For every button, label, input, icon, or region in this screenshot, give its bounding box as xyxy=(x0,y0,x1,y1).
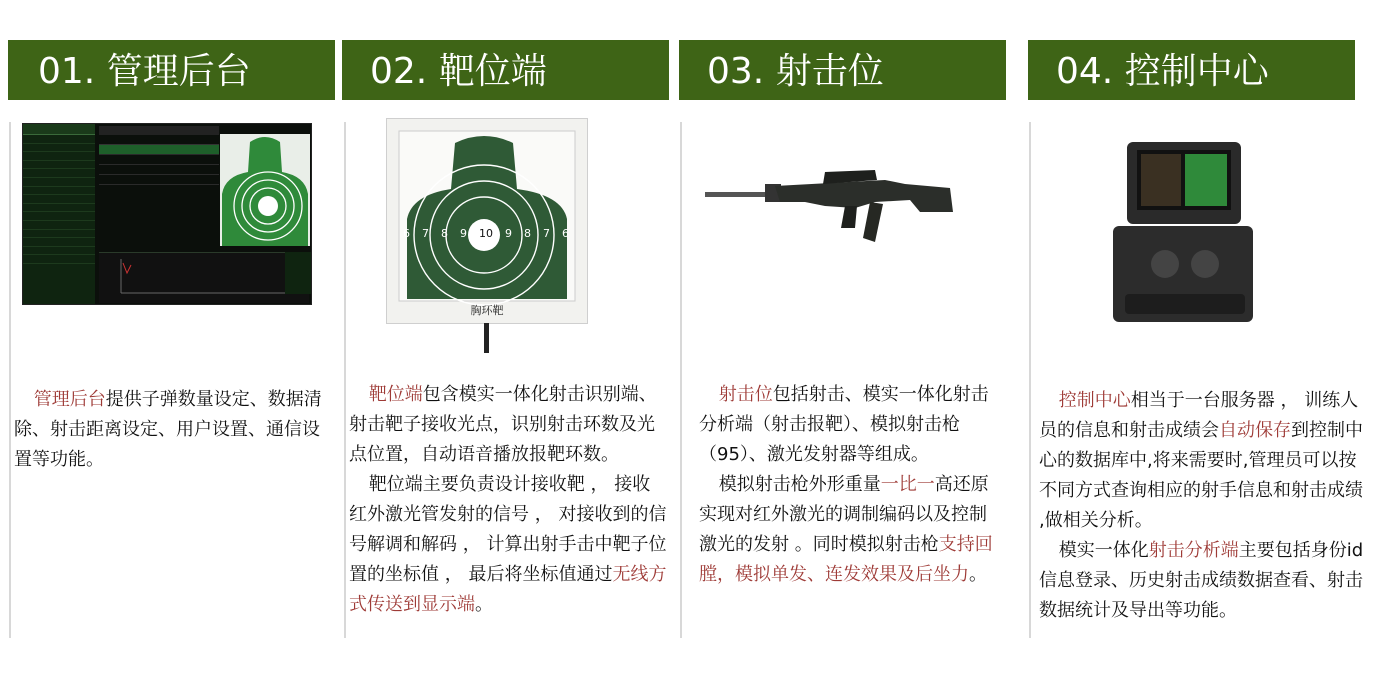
highlight-text: 控制中心 xyxy=(1058,390,1131,411)
list-item xyxy=(23,178,95,187)
highlight-text: 管理后台 xyxy=(33,389,106,410)
list-item xyxy=(23,247,95,256)
ring-number: 8 xyxy=(441,227,448,240)
list-item xyxy=(23,187,95,196)
body-text: 包含模实一体化射击识别端、射击靶子接收光点，识别射击环数及光点位置，自动语音播放报靶环数。 xyxy=(349,384,657,465)
paragraph xyxy=(699,470,999,590)
body-text: 相当于一台服务器 ， 训练人员的信息和射击成绩会 xyxy=(1039,390,1359,441)
chest-target-board xyxy=(387,119,587,323)
body-text: 提供子弹数量设定、数据清除、射击距离设定、用户设置、通信设置等功能。 xyxy=(14,389,322,470)
target-pole xyxy=(484,323,489,353)
list-item xyxy=(23,195,95,204)
list-item xyxy=(23,238,95,247)
board-label: 胸环靶 xyxy=(470,304,504,317)
simulated-rifle-image xyxy=(705,162,955,252)
highlight-text: 射击位 xyxy=(718,384,773,405)
list-item xyxy=(23,204,95,213)
shooter-list xyxy=(23,124,95,304)
section-header-admin: 01. 管理后台 xyxy=(8,40,335,100)
body-text: 高还原实现对红外激光的调制编码以及控制激光的发射 。同时模拟射击枪 xyxy=(699,474,989,555)
highlight-text: 支持回膛，模拟单发、连发效果及后坐力 xyxy=(699,534,993,585)
list-item xyxy=(23,161,95,170)
section-text-control xyxy=(1039,386,1369,626)
list-item xyxy=(23,135,95,144)
column-divider xyxy=(344,122,346,638)
target-preview xyxy=(220,134,310,246)
section-text-admin xyxy=(14,385,326,475)
highlight-text: 靶位端 xyxy=(368,384,423,405)
column-divider xyxy=(1029,122,1031,638)
ring-number: 9 xyxy=(460,227,467,240)
ring-chart-panel xyxy=(99,252,309,303)
highlight-text: 一比一 xyxy=(880,474,935,495)
list-item xyxy=(23,169,95,178)
body-text: 模拟射击枪外形重量 xyxy=(718,474,881,495)
ring-number: 6 xyxy=(403,227,410,240)
paragraph xyxy=(699,380,999,470)
paragraph xyxy=(1039,386,1369,536)
body-text: 包括射击、模实一体化射击分析端（射击报靶）、模拟射击枪（95）、激光发射器等组成。 xyxy=(699,384,989,465)
list-item xyxy=(23,221,95,230)
section-header-control: 04. 控制中心 xyxy=(1028,40,1355,100)
list-item xyxy=(23,230,95,239)
body-text: 主要包括身份id信息登录、历史射击成绩数据查看、射击数据统计及导出等功能。 xyxy=(1039,540,1364,621)
column-divider xyxy=(9,122,11,638)
column-divider xyxy=(680,122,682,638)
ring-number: 7 xyxy=(543,227,550,240)
admin-software-screenshot xyxy=(22,123,312,305)
board-ring-numbers xyxy=(403,227,569,240)
body-text: 模实一体化 xyxy=(1058,540,1149,561)
ring-number: 6 xyxy=(562,227,569,240)
section-header-shooting: 03. 射击位 xyxy=(679,40,1006,100)
shot-table xyxy=(99,126,219,246)
highlight-text: 射击分析端 xyxy=(1148,540,1239,561)
paragraph xyxy=(349,470,667,620)
list-item xyxy=(23,144,95,153)
body-text: 靶位端主要负责设计接收靶 ， 接收红外激光管发射的信号 ， 对接收到的信号解调和解码 ， 计算出射手击中靶子位置的坐标值 ， 最后将坐标值通过 xyxy=(349,474,667,585)
section-text-target xyxy=(349,380,667,620)
paragraph xyxy=(349,380,667,470)
section-header-target: 02. 靶位端 xyxy=(342,40,669,100)
list-item xyxy=(23,152,95,161)
body-text: 。 xyxy=(969,564,987,585)
section-text-shooting xyxy=(699,380,999,590)
list-item xyxy=(23,255,95,264)
body-text: 到控制中心的数据库中,将来需要时,管理员可以按不同方式查询相应的射手信息和射击成绩 ,做相关分析。 xyxy=(1039,420,1363,531)
paragraph xyxy=(14,385,326,475)
ring-number: 9 xyxy=(505,227,512,240)
list-item xyxy=(23,212,95,221)
highlight-text: 无线方式传送到显示端 xyxy=(349,564,667,615)
paragraph xyxy=(1039,536,1369,626)
control-center-case-image xyxy=(1105,134,1255,334)
body-text: 。 xyxy=(475,594,493,615)
stats-panel xyxy=(285,252,311,294)
highlight-text: 自动保存 xyxy=(1219,420,1291,441)
ring-number: 10 xyxy=(479,227,493,240)
ring-number: 8 xyxy=(524,227,531,240)
ring-number: 7 xyxy=(422,227,429,240)
